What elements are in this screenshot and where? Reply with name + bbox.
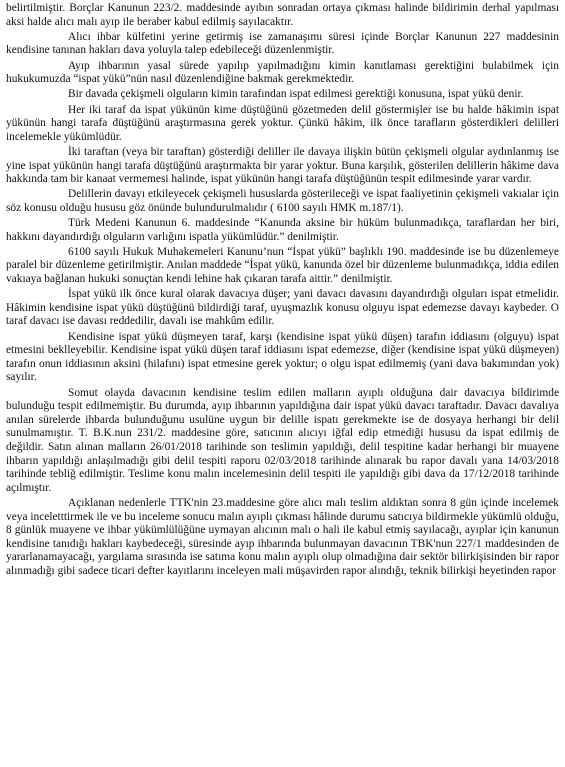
paragraph: Her iki taraf da ispat yükünün kime düştüğünü gözetmeden delil göstermişler ise bu halde hâkimin ispat yükünün hangi tarafa düştüğünü araştırmasına gerek yoktur. Çünkü hâkim, ilk önce tarafların gösterdikleri delilleri incelemekle yükümlüdür. xyxy=(6,103,559,143)
paragraph: Delillerin davayı etkileyecek çekişmeli hususlarda gösterileceği ve ispat faaliyetinin çekişmeli vakıalar için söz konusu olduğu hususu göz önünde bulundurulmalıdır ( 6100 sayılı HMK m.187/1). xyxy=(6,188,559,214)
paragraph: Açıklanan nedenlerle TTK'nin 23.maddesine göre alıcı malı teslim aldıktan sonra 8 gün içinde incelemek veya inceletttirmek ile ve bu inceleme sonucu malın ayıplı çıkması hâlinde durumu satıcıya bildirmekle yükümlü olduğu, 8 günlük muayene ve ihbar yükümlülüğüne uymayan alıcının malı o hali ile kabul etmiş sayılacağı, ayıplar için kanunun kendisine tanıdığı hakları kaybedeceği, süresinde ayıp ihbarında bulunmayan davacının TBK'nun 227/1 maddesinden de yararlanamayacağı, yargılama sırasında ise satıma konu malın ayıplı olup olmadığına dair sektör bilirkişisinden bir rapor alınmadığı gibi sadece ticari defter kayıtlarını inceleyen mali müşavirden rapor alındığı, teknik bilirkişi heyetinden rapor xyxy=(6,496,559,577)
paragraph: Kendisine ispat yükü düşmeyen taraf, karşı (kendisine ispat yükü düşen) tarafın iddiasını (olguyu) ispat etmesini beklleyebilir. Kendisine ispat yükü düşen taraf iddiasını ispat edemezse, diğer (kendisine ispat yükü düşmeyen) tarafın onun iddiasının aksini (hilafını) ispat etmesine gerek yoktur; o olgu ispat edilmemiş (yani dava bakımından yok) sayılır. xyxy=(6,330,559,384)
paragraph: İki taraftan (veya bir taraftan) gösterdiği deliller ile davaya ilişkin bütün çekişmeli olgular aydınlanmış ise yine ispat yükünün hangi tarafa düştüğünü araştırmakta bir yarar yoktur. Buna karşılık, gösterilen delillerin hâkime dava hakkında tam bir kanaat vermemesi halinde, ispat yükünün hangi tarafa düştüğünün tespit edilmesinde yarar vardır. xyxy=(6,145,559,186)
paragraph: Somut olayda davacının kendisine teslim edilen malların ayıplı olduğuna dair davacıya bildirimde bulunduğu tespit edilmemiştir. Bu durumda, ayıp ihbarının yapıldığına dair ispat yükü davacı taraftadır. Davacı davalıya anılan sürelerde ihbarda bulunduğunu usulüne uygun bir delille ispatı gerekmekte ise de dosyaya herhangi bir delil sunulmamıştır. T. B.K.nun 231/2. maddesine göre, satıcının alıcıyı iğfal edip etmediği hususu da ispat edilmiş de değildir. Satın alınan malların 26/01/2018 tarihinde son teslimin yapıldığı, delil tespitine kadar herhangi bir muayene ihbarın yapıldığı anlaşılmadığı gibi delil tespiti raporu 02/03/2018 tarihinde alınarak bu rapor davalı yana 14/03/2018 tarihinde tebliğ edilmiştir. Teslime konu malın incelemesinin delil tespiti ile yapıldığı gibi dava da 17/12/2018 tarihinde açılmıştır. xyxy=(6,386,559,494)
document-page xyxy=(6,2,559,580)
paragraph: Ayıp ihbarının yasal sürede yapılıp yapılmadığını kimin kanıtlaması gerektiğini bulabilmek için hukukumuzda “ispat yükü”nün nasıl düzenlendiğine bakmak gerekmektedir. xyxy=(6,59,559,86)
paragraph: Türk Medeni Kanunun 6. maddesinde “Kanunda aksine bir hüküm bulunmadıkça, taraflardan her biri, hakkını dayandırdığı olguların varlığını ispatla yükümlüdür.” denilmiştir. xyxy=(6,217,559,243)
paragraph: Bir davada çekişmeli olguların kimin tarafından ispat edilmesi gerektiği konusuna, ispat yükü denir. xyxy=(68,88,524,101)
paragraph: İspat yükü ilk önce kural olarak davacıya düşer; yani davacı davasını dayandırdığı olguları ispat etmelidir. Hâkimin kendisine ispat yükü düştüğünü bildirdiği taraf, uyuşmazlık konusu olguyu ispat edemezse davayı kaybeder. O taraf davacı ise davası reddedilir, davalı ise mahkûm edilir. xyxy=(6,288,559,328)
paragraph: 6100 sayılı Hukuk Muhakemeleri Kanunu’nun “İspat yükü” başlıklı 190. maddesinde ise bu düzenlemeye paralel bir düzenleme getirilmiştir. Anılan maddede “İspat yükü, kanunda özel bir düzenleme bulunmadıkça, iddia edilen vakıaya bağlanan hukuki sonuçtan kendi lehine hak çıkaran tarafa aittir.” denilmiştir. xyxy=(6,245,559,286)
paragraph: belirtilmiştir. Borçlar Kanunun 223/2. maddesinde ayıbın sonradan ortaya çıkması halinde bildirimin derhal yapılması aksi halde alıcı malı ayıp ile beraber kabul edilmiş sayılacaktır. xyxy=(6,2,559,28)
paragraph: Alıcı ihbar külfetini yerine getirmiş ise zamanaşımı süresi içinde Borçlar Kanunun 227 maddesinin kendisine tanınan hakları dava yoluyla talep edebileceği düzenlenmiştir. xyxy=(6,30,559,57)
